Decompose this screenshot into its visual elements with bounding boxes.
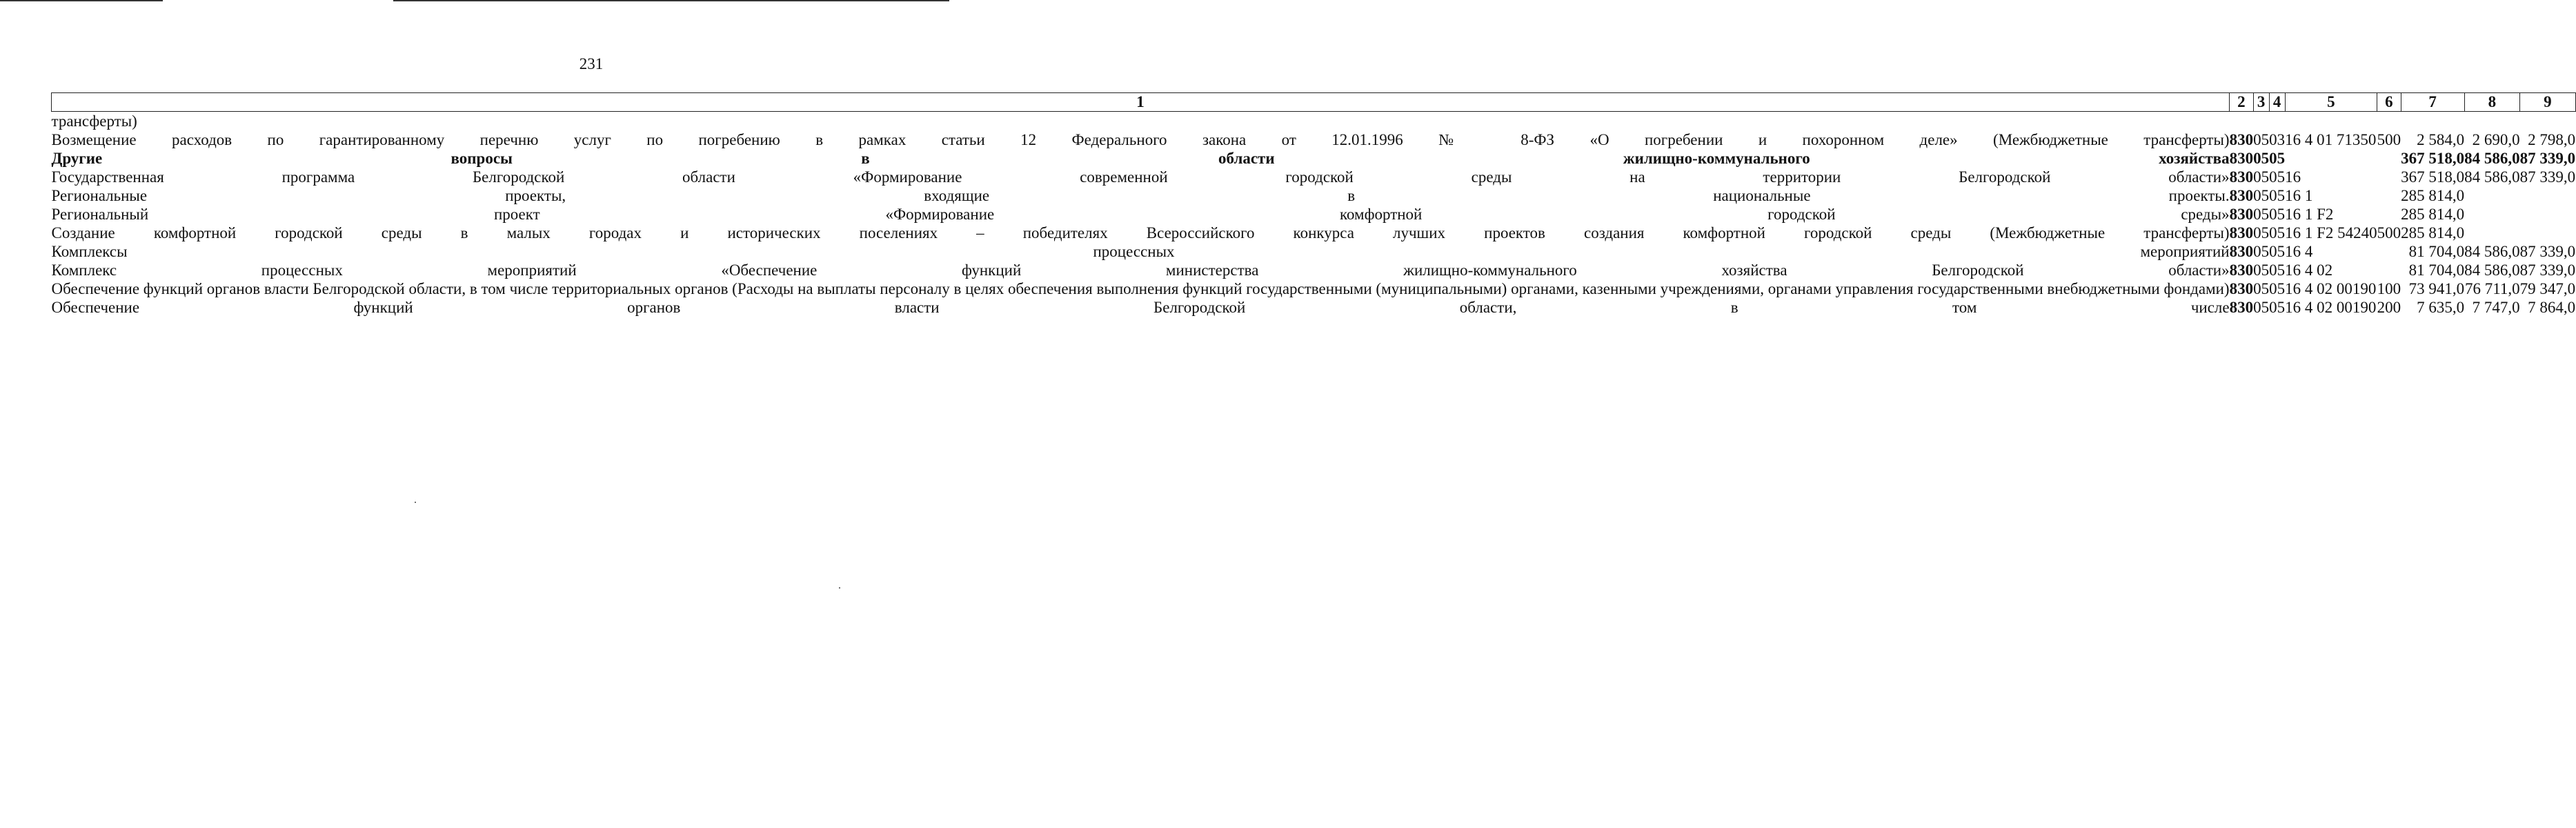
cell-ministry-code: 830 (2229, 299, 2254, 316)
cell-ministry-code: 830 (2229, 131, 2254, 148)
table-row (52, 149, 2576, 168)
cell-amount-year-1: 285 814,0 (2401, 187, 2465, 204)
cell-amount-year-3: 87 339,0 (2519, 150, 2576, 167)
cell-section: 05 (2253, 206, 2270, 223)
page-number: 231 (579, 55, 604, 72)
cell-subsection: 05 (2269, 187, 2286, 204)
cell-ministry-code: 830 (2229, 206, 2254, 223)
cell-amount-year-3 (2520, 112, 2576, 131)
cell-target-article (2285, 112, 2377, 131)
cell-amount-year-1: 2 584,0 (2417, 131, 2465, 148)
cell-ministry-code: 830 (2229, 262, 2254, 279)
cell-description: Обеспечение функций органов власти Белгородской области, в том числе (51, 299, 2230, 316)
cell-ministry-code: 830 (2229, 224, 2254, 241)
scan-edge-line (393, 0, 949, 1)
cell-section: 05 (2253, 131, 2270, 148)
cell-target-article: 16 4 01 71350 (2285, 131, 2377, 148)
cell-amount-year-3: 87 339,0 (2519, 243, 2576, 260)
column-header: 2 (2230, 93, 2254, 112)
cell-subsection: 05 (2269, 150, 2286, 167)
cell-subsection: 05 (2269, 168, 2286, 186)
cell-amount-year-1: 285 814,0 (2401, 206, 2465, 223)
cell-amount-year-2: 84 586,0 (2464, 150, 2520, 167)
cell-amount-year-3 (2520, 224, 2576, 242)
cell-section: 05 (2253, 187, 2270, 204)
cell-target-article: 16 1 F2 (2285, 206, 2334, 223)
cell-expense-type: 500 (2377, 224, 2401, 241)
budget-table (51, 92, 2576, 317)
cell-target-article: 16 4 02 00190 (2285, 299, 2377, 316)
table-row (52, 130, 2576, 149)
cell-subsection: 05 (2269, 299, 2286, 316)
cell-subsection: 03 (2269, 131, 2286, 148)
table-row (52, 168, 2576, 186)
cell-amount-year-2: 84 586,0 (2464, 262, 2520, 279)
cell-expense-type (2377, 242, 2401, 261)
cell-ministry-code: 830 (2229, 168, 2254, 186)
cell-ministry-code (2230, 112, 2254, 131)
table-row (52, 298, 2576, 317)
scan-speck (839, 587, 840, 589)
cell-subsection: 05 (2269, 206, 2286, 223)
table-row (52, 242, 2576, 261)
table-row (52, 224, 2576, 242)
cell-section (2253, 112, 2269, 131)
cell-section: 05 (2253, 262, 2270, 279)
cell-subsection: 05 (2269, 280, 2286, 297)
cell-description: Обеспечение функций органов власти Белгородской области, в том числе территориальных органов (Расходы на выплаты персоналу в целях обеспечения выполнения функций государственными (муниципальными) органами, казенными учреждениями, органами управления государственными внебюджетными фондами) (51, 280, 2230, 297)
cell-amount-year-2: 84 586,0 (2464, 243, 2520, 260)
cell-section: 05 (2253, 299, 2270, 316)
cell-amount-year-3: 7 864,0 (2528, 299, 2576, 316)
cell-section: 05 (2253, 224, 2270, 241)
cell-amount-year-3 (2520, 186, 2576, 205)
cell-target-article: 16 1 (2285, 187, 2313, 204)
column-header: 6 (2377, 93, 2401, 112)
cell-amount-year-2 (2464, 205, 2520, 224)
cell-target-article: 16 4 (2285, 243, 2313, 260)
cell-amount-year-1: 285 814,0 (2401, 224, 2465, 241)
cell-section: 05 (2253, 150, 2270, 167)
cell-amount-year-1 (2401, 112, 2464, 131)
table-body (52, 112, 2576, 317)
cell-amount-year-2: 84 586,0 (2464, 168, 2520, 186)
cell-amount-year-1: 73 941,0 (2408, 280, 2465, 297)
column-header: 3 (2253, 93, 2269, 112)
column-header: 4 (2269, 93, 2285, 112)
cell-ministry-code: 830 (2229, 187, 2254, 204)
scan-speck (415, 502, 416, 503)
cell-target-article (2285, 149, 2377, 168)
table-row (52, 279, 2576, 298)
cell-amount-year-2: 2 690,0 (2472, 131, 2520, 148)
cell-expense-type: 100 (2377, 280, 2401, 297)
table-row (52, 205, 2576, 224)
cell-expense-type (2377, 205, 2401, 224)
scan-edge-line (0, 0, 163, 1)
cell-ministry-code: 830 (2229, 150, 2254, 167)
cell-amount-year-3: 87 339,0 (2519, 262, 2576, 279)
cell-description: Региональный проект «Формирование комфортной городской среды» (51, 206, 2230, 223)
cell-target-article: 16 1 F2 54240 (2285, 224, 2377, 241)
cell-subsection: 05 (2269, 243, 2286, 260)
table-row (52, 186, 2576, 205)
cell-description: Комплекс процессных мероприятий «Обеспечение функций министерства жилищно-коммунального хозяйства Белгородской области» (51, 262, 2230, 279)
cell-amount-year-1: 7 635,0 (2417, 299, 2465, 316)
cell-amount-year-1: 367 518,0 (2401, 150, 2465, 167)
cell-amount-year-3: 79 347,0 (2519, 280, 2576, 297)
column-header: 9 (2520, 93, 2576, 112)
cell-section: 05 (2253, 243, 2270, 260)
cell-expense-type (2377, 168, 2401, 186)
header-row (52, 93, 2576, 112)
cell-expense-type (2377, 149, 2401, 168)
cell-description: Государственная программа Белгородской области «Формирование современной городской среды на территории Белгородской области» (51, 168, 2230, 186)
cell-target-article: 16 (2285, 168, 2301, 186)
cell-ministry-code: 830 (2229, 243, 2254, 260)
cell-description: трансферты) (51, 112, 137, 130)
cell-expense-type (2377, 261, 2401, 279)
cell-description: Другие вопросы в области жилищно-коммунального хозяйства (51, 150, 2230, 167)
cell-amount-year-1: 81 704,0 (2408, 243, 2465, 260)
cell-expense-type (2377, 112, 2401, 131)
cell-description: Региональные проекты, входящие в национальные проекты. (51, 187, 2230, 204)
cell-subsection: 05 (2269, 224, 2286, 241)
cell-amount-year-2 (2464, 224, 2520, 242)
cell-ministry-code: 830 (2229, 280, 2254, 297)
cell-expense-type: 200 (2377, 299, 2401, 316)
cell-amount-year-3 (2520, 205, 2576, 224)
cell-amount-year-3: 87 339,0 (2519, 168, 2576, 186)
cell-description: Комплексы процессных мероприятий (51, 243, 2230, 260)
column-header: 1 (52, 93, 2230, 112)
cell-subsection: 05 (2269, 262, 2286, 279)
cell-amount-year-2 (2464, 112, 2520, 131)
cell-amount-year-1: 81 704,0 (2408, 262, 2465, 279)
column-header: 5 (2285, 93, 2377, 112)
cell-amount-year-2: 7 747,0 (2472, 299, 2520, 316)
cell-amount-year-3: 2 798,0 (2528, 131, 2576, 148)
table-row (52, 112, 2576, 131)
column-header: 7 (2401, 93, 2464, 112)
cell-target-article: 16 4 02 00190 (2285, 280, 2377, 297)
cell-amount-year-2: 76 711,0 (2464, 280, 2520, 297)
cell-expense-type: 500 (2377, 131, 2401, 148)
cell-amount-year-1: 367 518,0 (2401, 168, 2465, 186)
cell-description: Создание комфортной городской среды в малых городах и исторических поселениях – победителях Всероссийского конкурса лучших проектов создания комфортной городской среды (Межбюджетные трансферты) (51, 224, 2230, 241)
cell-section: 05 (2253, 280, 2270, 297)
cell-subsection (2269, 112, 2285, 131)
table-row (52, 261, 2576, 279)
cell-target-article: 16 4 02 (2285, 262, 2333, 279)
cell-description: Возмещение расходов по гарантированному перечню услуг по погребению в рамках статьи 12 Федерального закона от 12.01.1996 № 8-ФЗ «О погребении и похоронном деле» (Межбюджетные трансферты) (51, 131, 2230, 148)
cell-section: 05 (2253, 168, 2270, 186)
cell-amount-year-2 (2464, 186, 2520, 205)
cell-expense-type (2377, 186, 2401, 205)
column-header: 8 (2464, 93, 2520, 112)
